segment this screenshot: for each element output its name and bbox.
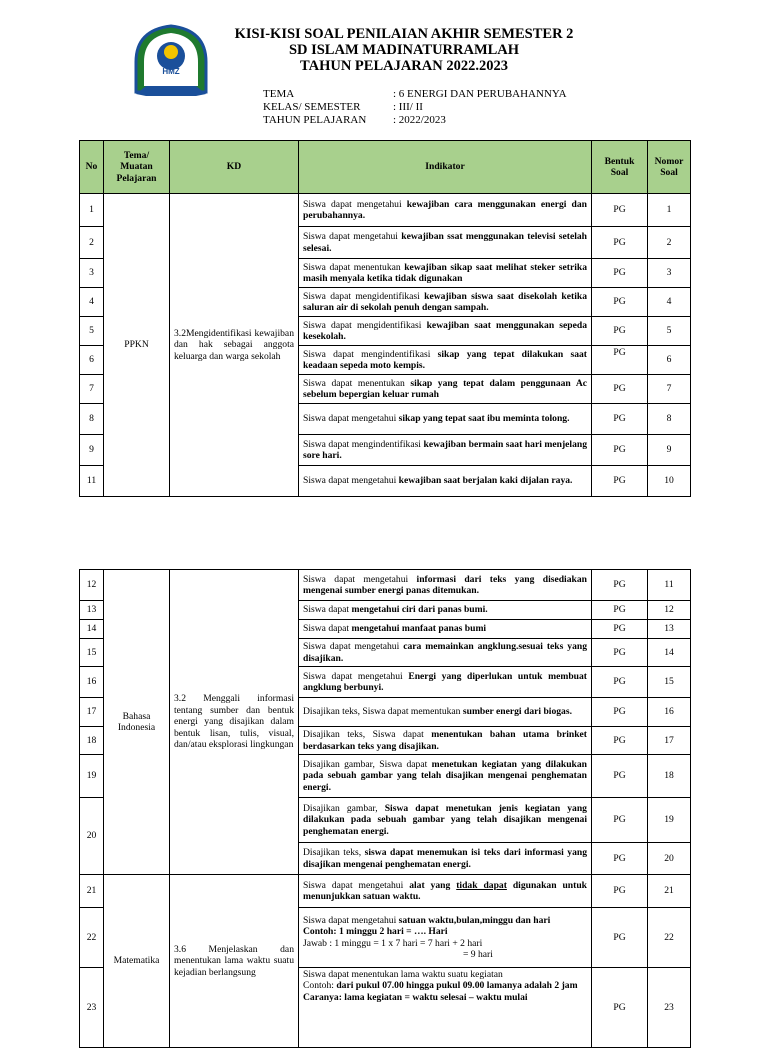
nomor-cell: 18	[648, 755, 691, 798]
subject-cell: Bahasa Indonesia	[104, 570, 170, 875]
bentuk-cell: PG	[592, 288, 648, 317]
row-no: 13	[80, 601, 104, 620]
nomor-cell: 9	[648, 435, 691, 466]
indikator-cell: Siswa dapat mengidentifikasi kewajiban siswa saat disekolah ketika saluran air di sekolah penuh dengan sampah.	[299, 288, 592, 317]
bentuk-cell: PG	[592, 620, 648, 639]
indikator-cell: Disajikan gambar, Siswa dapat menetukan jenis kegiatan yang dilakukan pada sebuah gambar yang telah disajikan mengenai penghematan energi.	[299, 798, 592, 843]
bentuk-cell: PG	[592, 639, 648, 667]
table-row	[80, 570, 691, 601]
indikator-cell: Siswa dapat mengidentifikasi kewajiban saat menggunakan sepeda kesekolah.	[299, 317, 592, 346]
document-title-line1: KISI-KISI SOAL PENILAIAN AKHIR SEMESTER 2	[234, 26, 574, 42]
indikator-cell: Siswa dapat mengetahui informasi dari teks yang disediakan mengenai sumber energi panas ditemukan.	[299, 570, 592, 601]
nomor-cell: 8	[648, 404, 691, 435]
row-no: 7	[80, 375, 104, 404]
kd-cell: 3.2 Menggali informasi tentang sumber dan bentuk energi yang disajikan dalam bentuk lisan, tulis, visual, dan/atau eksplorasi lingkungan	[170, 570, 299, 875]
indikator-cell: Siswa dapat mengetahui manfaat panas bumi	[299, 620, 592, 639]
nomor-cell: 22	[648, 908, 691, 968]
header-bentuk-soal: Bentuk Soal	[592, 141, 648, 194]
document-title-line2: SD ISLAM MADINATURRAMLAH	[288, 42, 520, 58]
indikator-cell: Siswa dapat mengetahui cara memainkan angklung.sesuai teks yang disajikan.	[299, 639, 592, 667]
bentuk-cell: PG	[592, 875, 648, 908]
bentuk-cell: PG	[592, 843, 648, 875]
nomor-cell: 4	[648, 288, 691, 317]
meta-label-kelas: KELAS/ SEMESTER	[263, 101, 361, 113]
subject-cell: Matematika	[104, 875, 170, 1048]
bentuk-cell: PG	[592, 908, 648, 968]
row-no: 22	[80, 908, 104, 968]
meta-label-tema: TEMA	[263, 88, 295, 100]
meta-value-kelas: : III/ II	[393, 101, 423, 113]
header-nomor-soal: Nomor Soal	[648, 141, 691, 194]
meta-value-tema: : 6 ENERGI DAN PERUBAHANNYA	[393, 88, 567, 100]
indikator-cell: Siswa dapat mengetahui kewajiban saat berjalan kaki dijalan raya.	[299, 466, 592, 497]
indikator-cell: Siswa dapat menentukan lama waktu suatu kegiatan Contoh: dari pukul 07.00 hingga pukul 09.00 lamanya adalah 2 jam Caranya: lama kegiatan = waktu selesai – waktu mulai	[299, 968, 592, 1048]
indikator-cell: Siswa dapat mengetahui alat yang tidak dapat digunakan untuk menunjukkan satuan waktu.	[299, 875, 592, 908]
row-no: 14	[80, 620, 104, 639]
nomor-cell: 21	[648, 875, 691, 908]
bentuk-cell: PG	[592, 227, 648, 259]
bentuk-cell: PG	[592, 727, 648, 755]
row-no: 16	[80, 667, 104, 698]
indikator-cell: Disajikan teks, Siswa dapat menentukan bahan utama brinket berdasarkan teks yang disajikan.	[299, 727, 592, 755]
nomor-cell: 13	[648, 620, 691, 639]
nomor-cell: 14	[648, 639, 691, 667]
row-no: 4	[80, 288, 104, 317]
bentuk-cell: PG	[592, 194, 648, 227]
kisi-table-continued	[79, 569, 691, 1048]
row-no: 11	[80, 466, 104, 497]
logo-text: HMZ	[162, 67, 180, 76]
bentuk-cell: PG	[592, 667, 648, 698]
bentuk-cell: PG	[592, 601, 648, 620]
bentuk-cell: PG	[592, 346, 648, 375]
bentuk-cell: PG	[592, 968, 648, 1048]
school-logo-icon	[132, 22, 210, 100]
row-no: 2	[80, 227, 104, 259]
indikator-cell: Siswa dapat menentukan kewajiban sikap saat melihat steker setrika masih menyala ketika tidak digunakan	[299, 259, 592, 288]
bentuk-cell: PG	[592, 435, 648, 466]
row-no: 20	[80, 798, 104, 875]
indikator-cell: Siswa dapat mengetahui kewajiban ssat menggunakan televisi setelah selesai.	[299, 227, 592, 259]
nomor-cell: 3	[648, 259, 691, 288]
nomor-cell: 6	[648, 346, 691, 375]
nomor-cell: 11	[648, 570, 691, 601]
nomor-cell: 15	[648, 667, 691, 698]
nomor-cell: 5	[648, 317, 691, 346]
indikator-cell: Siswa dapat mengindentifikasi kewajiban bermain saat hari menjelang sore hari.	[299, 435, 592, 466]
kd-cell: 3.2Mengidentifikasi kewajiban dan hak sebagai anggota keluarga dan warga sekolah	[170, 194, 299, 497]
row-no: 19	[80, 755, 104, 798]
document-title-line3: TAHUN PELAJARAN 2022.2023	[300, 58, 508, 74]
nomor-cell: 12	[648, 601, 691, 620]
header-tema: Tema/ Muatan Pelajaran	[104, 141, 170, 194]
kd-cell: 3.6 Menjelaskan dan menentukan lama waktu suatu kejadian berlangsung	[170, 875, 299, 1048]
nomor-cell: 19	[648, 798, 691, 843]
indikator-cell: Disajikan teks, siswa dapat menemukan isi teks dari informasi yang disajikan mengenai penghematan energi.	[299, 843, 592, 875]
header-kd: KD	[170, 141, 299, 194]
bentuk-cell: PG	[592, 798, 648, 843]
bentuk-cell: PG	[592, 317, 648, 346]
row-no: 1	[80, 194, 104, 227]
bentuk-cell: PG	[592, 698, 648, 727]
meta-value-tahun: : 2022/2023	[393, 114, 446, 126]
bentuk-cell: PG	[592, 755, 648, 798]
row-no: 17	[80, 698, 104, 727]
indikator-cell: Disajikan gambar, Siswa dapat menetukan kegiatan yang dilakukan pada sebuah gambar yang telah disajikan mengenai penghematan energi.	[299, 755, 592, 798]
row-no: 3	[80, 259, 104, 288]
indikator-cell: Siswa dapat mengetahui satuan waktu,bulan,minggu dan hari Contoh: 1 minggu 2 hari = …. Hari Jawab : 1 minggu = 1 x 7 hari = 7 hari + 2 hari = 9 hari	[299, 908, 592, 968]
meta-label-tahun: TAHUN PELAJARAN	[263, 114, 367, 126]
header-no: No	[80, 141, 104, 194]
subject-cell: PPKN	[104, 194, 170, 497]
indikator-cell: Siswa dapat mengetahui sikap yang tepat saat ibu meminta tolong.	[299, 404, 592, 435]
indikator-cell: Siswa dapat menentukan sikap yang tepat dalam penggunaan Ac sebelum bepergian keluar rumah	[299, 375, 592, 404]
row-no: 8	[80, 404, 104, 435]
nomor-cell: 10	[648, 466, 691, 497]
indikator-cell: Siswa dapat mengetahui ciri dari panas bumi.	[299, 601, 592, 620]
indikator-cell: Disajikan teks, Siswa dapat mementukan sumber energi dari biogas.	[299, 698, 592, 727]
nomor-cell: 17	[648, 727, 691, 755]
row-no: 18	[80, 727, 104, 755]
bentuk-cell: PG	[592, 259, 648, 288]
row-no: 21	[80, 875, 104, 908]
table-row	[80, 875, 691, 908]
row-no: 23	[80, 968, 104, 1048]
nomor-cell: 16	[648, 698, 691, 727]
bentuk-cell: PG	[592, 404, 648, 435]
nomor-cell: 7	[648, 375, 691, 404]
row-no: 12	[80, 570, 104, 601]
row-no: 5	[80, 317, 104, 346]
nomor-cell: 23	[648, 968, 691, 1048]
indikator-cell: Siswa dapat mengetahui Energi yang diperlukan untuk membuat angklung berbunyi.	[299, 667, 592, 698]
nomor-cell: 20	[648, 843, 691, 875]
row-no: 9	[80, 435, 104, 466]
bentuk-cell: PG	[592, 466, 648, 497]
nomor-cell: 2	[648, 227, 691, 259]
indikator-cell: Siswa dapat mengindentifikasi sikap yang tepat dilakukan saat keadaan sepeda moto kempis.	[299, 346, 592, 375]
indikator-cell: Siswa dapat mengetahui kewajiban cara menggunakan energi dan perubahannya.	[299, 194, 592, 227]
row-no: 15	[80, 639, 104, 667]
bentuk-cell: PG	[592, 570, 648, 601]
table-row	[80, 194, 691, 227]
bentuk-cell: PG	[592, 375, 648, 404]
row-no: 6	[80, 346, 104, 375]
kisi-table-ppkn	[79, 140, 691, 497]
nomor-cell: 1	[648, 194, 691, 227]
header-indikator: Indikator	[299, 141, 592, 194]
meta-block	[263, 88, 693, 128]
